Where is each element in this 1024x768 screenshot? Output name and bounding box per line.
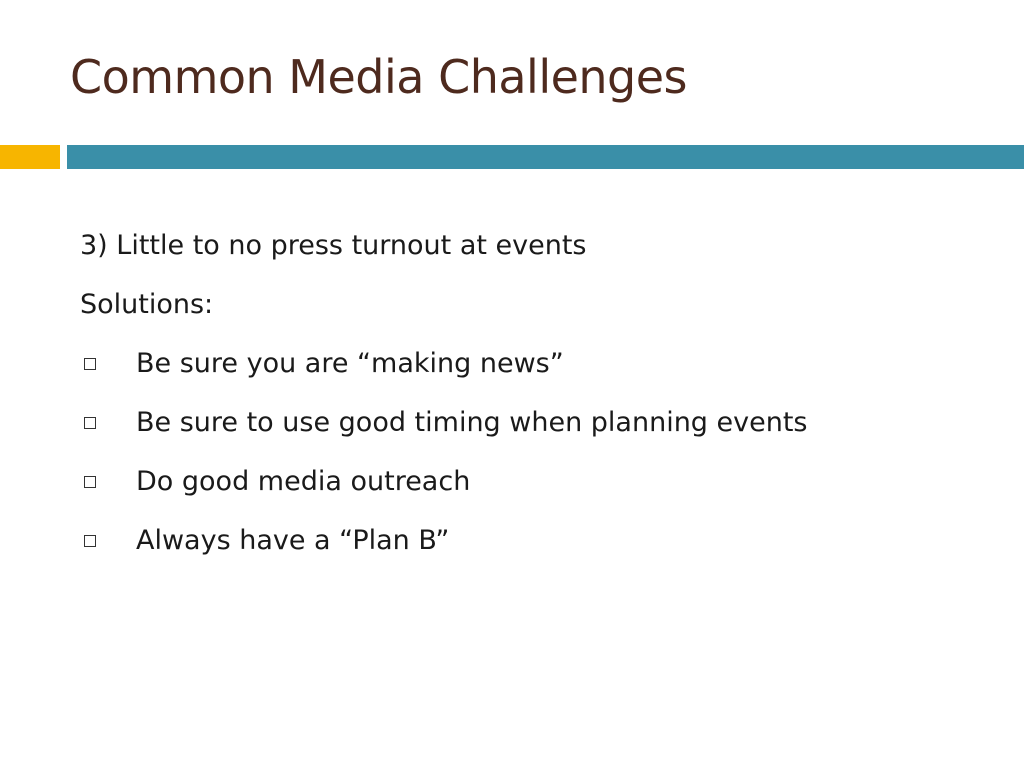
list-item [80, 334, 1000, 393]
list-item [80, 511, 1000, 570]
solutions-label: Solutions: [80, 289, 214, 320]
slide-body [80, 216, 1000, 570]
hollow-square-bullet-icon [84, 476, 96, 488]
hollow-square-bullet-icon [84, 417, 96, 429]
hollow-square-bullet-icon [84, 535, 96, 547]
slide-title: Common Media Challenges [70, 50, 688, 104]
accent-bar-orange [0, 145, 60, 169]
solutions-list [80, 334, 1000, 570]
list-item-text: Do good media outreach [136, 466, 471, 497]
list-item-text: Be sure you are “making news” [136, 348, 564, 379]
accent-bar-teal [67, 145, 1024, 169]
list-item-text: Be sure to use good timing when planning events [136, 407, 808, 438]
list-item-text: Always have a “Plan B” [136, 525, 450, 556]
challenge-heading: 3) Little to no press turnout at events [80, 230, 587, 261]
list-item [80, 393, 1000, 452]
list-item [80, 452, 1000, 511]
hollow-square-bullet-icon [84, 358, 96, 370]
